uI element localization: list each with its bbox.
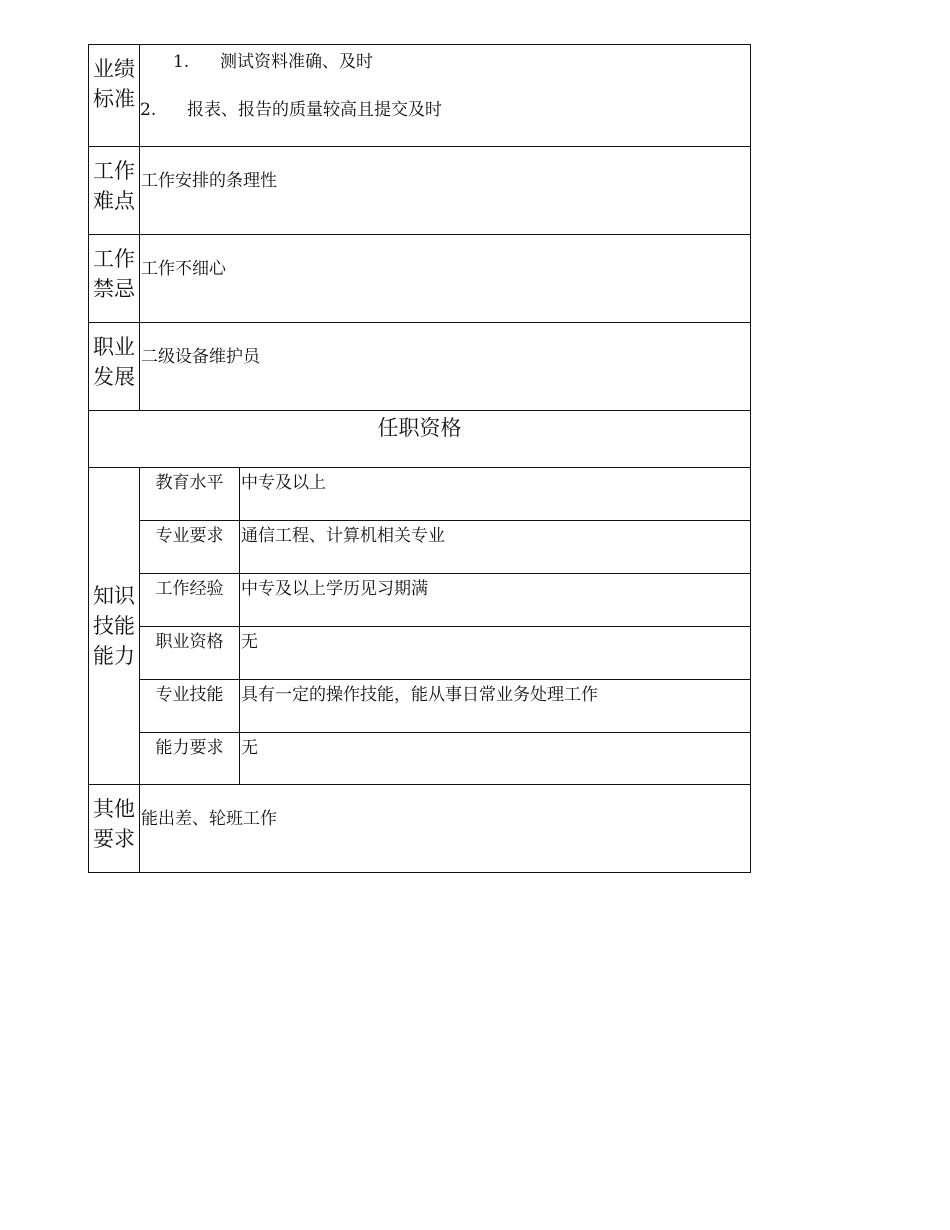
qualification-item-row	[89, 521, 751, 574]
education-value: 中专及以上	[240, 468, 751, 521]
performance-item-2-number: 2.	[140, 100, 157, 120]
knowledge-skills-label-line-2: 技能	[93, 614, 135, 638]
experience-value: 中专及以上学历见习期满	[240, 574, 751, 627]
difficulty-label	[89, 147, 140, 235]
other-value: 能出差、轮班工作	[140, 785, 751, 873]
knowledge-skills-label-line-1: 知识	[93, 584, 135, 608]
taboo-row	[89, 235, 751, 323]
ability-label: 能力要求	[140, 733, 240, 785]
qualification-item-row	[89, 468, 751, 521]
major-value: 通信工程、计算机相关专业	[240, 521, 751, 574]
other-row	[89, 785, 751, 873]
qualification-header-row	[89, 411, 751, 468]
knowledge-skills-label	[89, 468, 140, 785]
qualification-item-row	[89, 627, 751, 680]
job-description-table	[88, 44, 751, 873]
qualification-item-row	[89, 680, 751, 733]
experience-label: 工作经验	[140, 574, 240, 627]
career-label-line-1: 职业	[93, 335, 135, 359]
certification-value: 无	[240, 627, 751, 680]
performance-item-1-number: 1.	[173, 52, 190, 72]
qualification-title: 任职资格	[89, 411, 751, 468]
career-label-line-2: 发展	[93, 365, 135, 389]
difficulty-row	[89, 147, 751, 235]
professional-skill-label: 专业技能	[140, 680, 240, 733]
knowledge-skills-label-line-3: 能力	[93, 644, 135, 668]
education-label: 教育水平	[140, 468, 240, 521]
professional-skill-value: 具有一定的操作技能，能从事日常业务处理工作	[240, 680, 751, 733]
taboo-label-line-2: 禁忌	[93, 277, 135, 301]
career-label	[89, 323, 140, 411]
performance-item-2	[140, 99, 750, 121]
other-label-line-2: 要求	[93, 827, 135, 851]
difficulty-label-line-1: 工作	[93, 159, 135, 183]
performance-item-1	[140, 51, 750, 73]
performance-label-line-2: 标准	[93, 87, 135, 111]
qualification-item-row	[89, 574, 751, 627]
performance-item-1-text: 测试资料准确、及时	[220, 52, 373, 72]
difficulty-value: 工作安排的条理性	[140, 147, 751, 235]
performance-row	[89, 45, 751, 147]
taboo-value: 工作不细心	[140, 235, 751, 323]
certification-label: 职业资格	[140, 627, 240, 680]
qualification-item-row	[89, 733, 751, 785]
ability-value: 无	[240, 733, 751, 785]
other-label	[89, 785, 140, 873]
taboo-label-line-1: 工作	[93, 247, 135, 271]
career-row	[89, 323, 751, 411]
performance-content	[140, 45, 751, 147]
performance-item-2-text: 报表、报告的质量较高且提交及时	[187, 100, 442, 120]
other-label-line-1: 其他	[93, 797, 135, 821]
performance-label	[89, 45, 140, 147]
performance-label-line-1: 业绩	[93, 57, 135, 81]
major-label: 专业要求	[140, 521, 240, 574]
difficulty-label-line-2: 难点	[93, 189, 135, 213]
taboo-label	[89, 235, 140, 323]
career-value: 二级设备维护员	[140, 323, 751, 411]
